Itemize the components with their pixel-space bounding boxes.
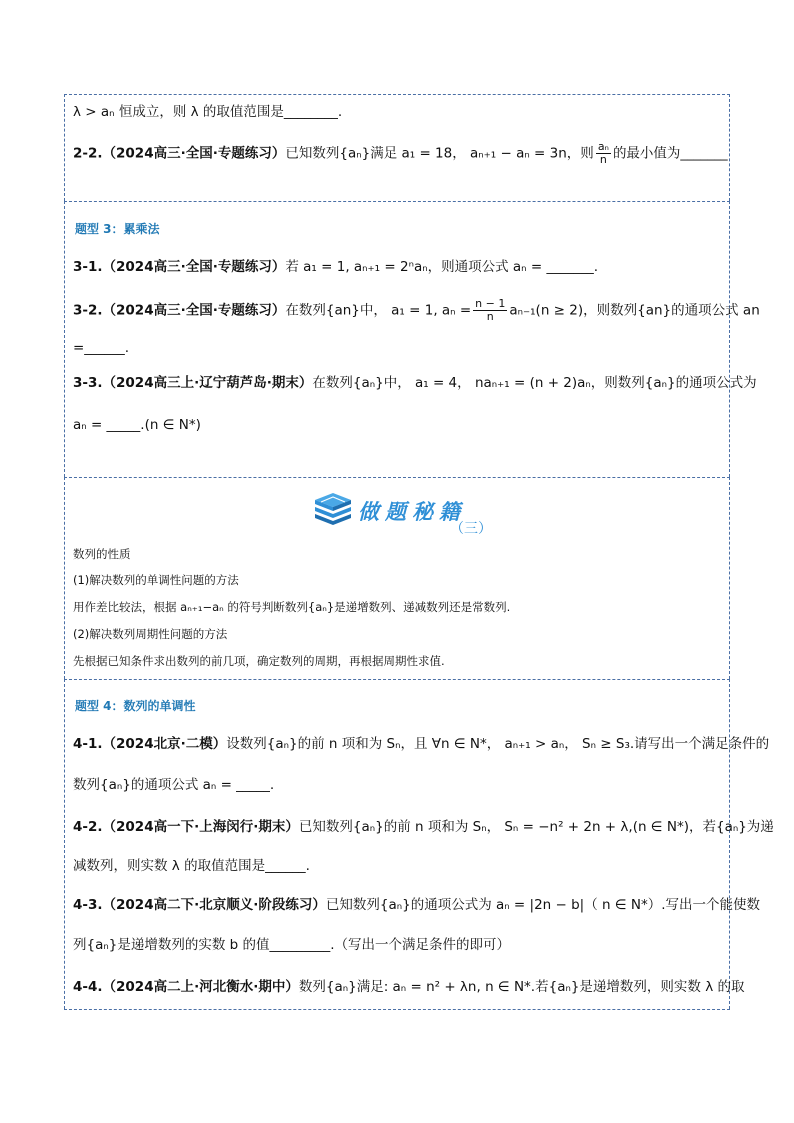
secret-line1: 数列的性质 xyxy=(73,547,131,561)
section4-heading: 题型 4：数列的单调性 xyxy=(75,699,196,713)
question-3-2: 3-2.（2024高三·全国·专题练习）在数列{an}中， a₁ = 1, aₙ = $\frac{n - 1}{n}$ aₙ₋₁(n ≥ 2)，则数列{an}的通项公式 an xyxy=(73,297,760,323)
question-4-1-line2: 数列{aₙ}的通项公式 aₙ = _____. xyxy=(73,777,275,793)
secret-line3: 用作差比较法，根据 aₙ₊₁−aₙ 的符号判断数列{aₙ}是递增数列、递减数列还是常数列. xyxy=(73,600,511,614)
top-line1: λ > aₙ 恒成立，则 λ 的取值范围是________. xyxy=(73,104,343,120)
question-4-2-line2: 减数列，则实数 λ 的取值范围是______. xyxy=(73,858,310,874)
books-icon xyxy=(312,490,354,526)
question-4-3: 4-3.（2024高二下·北京顺义·阶段练习）已知数列{aₙ}的通项公式为 aₙ = |2n − b|（ n ∈ N*）.写出一个能使数 xyxy=(73,897,761,913)
question-3-2-line2: =______. xyxy=(73,340,130,356)
frame-section3 xyxy=(64,201,730,477)
question-3-1: 3-1.（2024高三·全国·专题练习）若 a₁ = 1, aₙ₊₁ = 2ⁿaₙ，则通项公式 aₙ = _______. xyxy=(73,259,598,275)
frame-section4 xyxy=(64,679,730,1009)
question-4-4: 4-4.（2024高二上·河北衡水·期中）数列{aₙ}满足: aₙ = n² + λn, n ∈ N*.若{aₙ}是递增数列，则实数 λ 的取 xyxy=(73,979,745,995)
question-4-2: 4-2.（2024高一下·上海闵行·期末）已知数列{aₙ}的前 n 项和为 Sₙ， Sₙ = −n² + 2n + λ,(n ∈ N*)，若{aₙ}为递 xyxy=(73,819,774,835)
secret-line2: (1)解决数列的单调性问题的方法 xyxy=(73,573,239,587)
question-2-2: 2-2.（2024高三·全国·专题练习）已知数列{aₙ}满足 a₁ = 18， aₙ₊₁ − aₙ = 3n，则 $\frac{\text{aₙ}}{n}$ 的最小值为_______ xyxy=(73,140,728,166)
secret-subtitle: （三） xyxy=(450,521,492,537)
fraction: $\frac{\text{aₙ}}{n}$ xyxy=(597,140,609,166)
secret-line5: 先根据已知条件求出数列的前几项，确定数列的周期，再根据周期性求值. xyxy=(73,654,445,668)
question-3-3: 3-3.（2024高三上·辽宁葫芦岛·期末）在数列{aₙ}中， a₁ = 4， naₙ₊₁ = (n + 2)aₙ，则数列{aₙ}的通项公式为 xyxy=(73,375,757,391)
fraction: $\frac{n - 1}{n}$ xyxy=(475,297,506,323)
question-3-3-line2: aₙ = _____.(n ∈ N*) xyxy=(73,417,201,433)
section3-heading: 题型 3：累乘法 xyxy=(75,222,160,236)
question-4-3-line2: 列{aₙ}是递增数列的实数 b 的值_________.（写出一个满足条件的即可） xyxy=(73,937,511,953)
divider xyxy=(64,1009,730,1010)
secret-line4: (2)解决数列周期性问题的方法 xyxy=(73,627,228,641)
question-4-1: 4-1.（2024北京·二模）设数列{aₙ}的前 n 项和为 Sₙ，且 ∀n ∈ N*， aₙ₊₁ > aₙ， Sₙ ≥ S₃.请写出一个满足条件的 xyxy=(73,736,770,752)
secret-title: 做题秘籍 xyxy=(358,499,466,524)
divider xyxy=(64,94,730,95)
